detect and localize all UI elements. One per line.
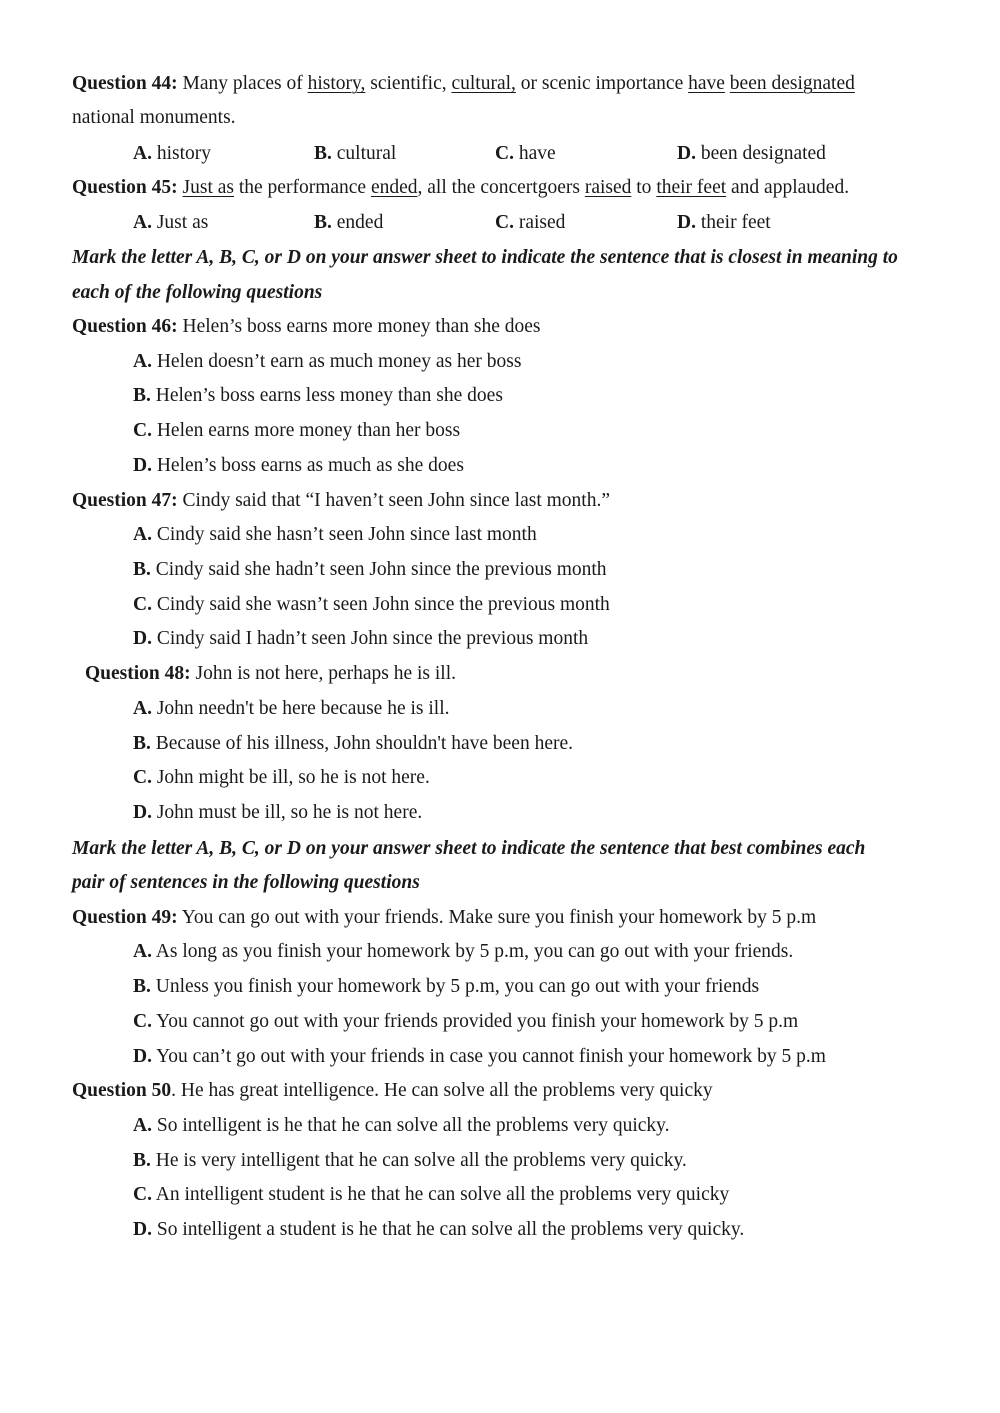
option-text: Cindy said she hadn’t seen John since the previous month — [150, 559, 607, 580]
option-text: You can’t go out with your friends in case you cannot finish your homework by 5 p.m — [151, 1046, 826, 1067]
option-c[interactable] — [495, 208, 565, 238]
question-49-label: Question 49: — [72, 907, 178, 928]
question-46-option-d[interactable] — [133, 451, 960, 481]
option-text: history — [151, 143, 212, 164]
question-45-options — [0, 208, 1000, 238]
question-46-text: Helen’s boss earns more money than she does — [177, 316, 541, 337]
option-text: Helen’s boss earns as much as she does — [151, 455, 464, 476]
question-44-text: or scenic importance — [515, 73, 689, 94]
option-text: Cindy said she hasn’t seen John since last month — [151, 524, 537, 545]
option-b[interactable] — [314, 139, 396, 169]
question-44-options — [0, 139, 1000, 169]
question-50-option-d[interactable] — [133, 1215, 960, 1245]
question-49-option-d[interactable] — [133, 1042, 960, 1072]
question-48-option-a[interactable] — [133, 694, 960, 724]
option-letter: D. — [133, 802, 152, 823]
question-48-stem — [85, 659, 940, 689]
underlined-have: have — [688, 73, 725, 94]
question-47-option-b[interactable] — [133, 555, 960, 585]
question-48-option-d[interactable] — [133, 798, 960, 828]
question-45-label: Question 45: — [72, 177, 178, 198]
option-text: Because of his illness, John shouldn't have been here. — [150, 733, 574, 754]
question-46-stem — [72, 312, 940, 342]
option-letter: B. — [133, 733, 151, 754]
option-text: You cannot go out with your friends provided you finish your homework by 5 p.m — [151, 1011, 799, 1032]
question-50-label: Question 50 — [72, 1080, 172, 1101]
option-text: Cindy said she wasn’t seen John since the previous month — [151, 594, 610, 615]
question-49-option-a[interactable] — [133, 937, 960, 967]
option-text: Cindy said I hadn’t seen John since the previous month — [151, 628, 589, 649]
question-46-option-c[interactable] — [133, 416, 960, 446]
option-text: As long as you finish your homework by 5 p.m, you can go out with your friends. — [151, 941, 794, 962]
option-text: raised — [513, 212, 566, 233]
option-text: So intelligent is he that he can solve all the problems very quicky. — [151, 1115, 670, 1136]
option-letter: B. — [133, 385, 151, 406]
underlined-cultural: cultural, — [451, 73, 516, 94]
question-48-label: Question 48: — [85, 663, 191, 684]
option-a[interactable] — [133, 139, 211, 169]
instruction-closest-meaning: Mark the letter A, B, C, or D on your answer sheet to indicate the sentence that is closest in meaning to — [72, 247, 898, 268]
question-46-option-b[interactable] — [133, 381, 960, 411]
option-text: have — [513, 143, 556, 164]
option-letter: A. — [133, 143, 152, 164]
question-44-text: scientific, — [365, 73, 452, 94]
question-50-option-a[interactable] — [133, 1111, 960, 1141]
question-48-option-c[interactable] — [133, 763, 960, 793]
question-50-option-b[interactable] — [133, 1146, 960, 1176]
option-a[interactable] — [133, 208, 208, 238]
option-letter: D. — [677, 212, 696, 233]
question-47-option-c[interactable] — [133, 590, 960, 620]
option-letter: C. — [133, 767, 152, 788]
question-47-option-a[interactable] — [133, 520, 960, 550]
underlined-ended: ended — [370, 177, 418, 198]
question-45-stem — [72, 173, 940, 203]
option-letter: B. — [314, 143, 332, 164]
option-text: Just as — [151, 212, 209, 233]
question-49-text: You can go out with your friends. Make sure you finish your homework by 5 p.m — [177, 907, 817, 928]
option-text: An intelligent student is he that he can solve all the problems very quicky — [151, 1184, 730, 1205]
option-letter: A. — [133, 698, 152, 719]
underlined-just-as: Just as — [182, 177, 234, 198]
question-50-stem — [72, 1076, 940, 1106]
underlined-raised: raised — [584, 177, 632, 198]
question-50-text: . He has great intelligence. He can solve all the problems very quicky — [171, 1080, 713, 1101]
question-46-option-a[interactable] — [133, 347, 960, 377]
option-text: been designated — [695, 143, 826, 164]
option-c[interactable] — [495, 139, 556, 169]
option-letter: C. — [133, 1011, 152, 1032]
question-44-label: Question 44: — [72, 73, 178, 94]
option-letter: B. — [314, 212, 332, 233]
option-text: Helen earns more money than her boss — [151, 420, 461, 441]
underlined-history: history, — [307, 73, 366, 94]
option-text: So intelligent a student is he that he can solve all the problems very quicky. — [151, 1219, 745, 1240]
option-letter: A. — [133, 212, 152, 233]
underlined-been-designated: been designated — [729, 73, 855, 94]
option-letter: D. — [133, 1046, 152, 1067]
option-text: cultural — [331, 143, 397, 164]
question-44-stem — [72, 69, 940, 99]
option-text: their feet — [695, 212, 771, 233]
option-letter: B. — [133, 559, 151, 580]
instruction-best-combines-continued: pair of sentences in the following questions — [72, 872, 420, 893]
option-text: ended — [331, 212, 384, 233]
question-47-text: Cindy said that “I haven’t seen John since last month.” — [177, 490, 610, 511]
question-49-option-c[interactable] — [133, 1007, 960, 1037]
option-text: Helen doesn’t earn as much money as her boss — [151, 351, 522, 372]
question-50-option-c[interactable] — [133, 1180, 960, 1210]
option-letter: C. — [133, 1184, 152, 1205]
option-text: John might be ill, so he is not here. — [151, 767, 430, 788]
option-letter: C. — [495, 143, 514, 164]
question-47-stem — [72, 486, 940, 516]
option-letter: A. — [133, 524, 152, 545]
option-letter: B. — [133, 1150, 151, 1171]
option-letter: B. — [133, 976, 151, 997]
option-d[interactable] — [677, 208, 771, 238]
instruction-closest-meaning-continued: each of the following questions — [72, 282, 323, 303]
option-text: Unless you finish your homework by 5 p.m, you can go out with your friends — [150, 976, 760, 997]
question-48-text: John is not here, perhaps he is ill. — [190, 663, 457, 684]
option-letter: D. — [677, 143, 696, 164]
option-b[interactable] — [314, 208, 383, 238]
option-d[interactable] — [677, 139, 826, 169]
question-49-option-b[interactable] — [133, 972, 960, 1002]
option-letter: C. — [495, 212, 514, 233]
question-44-stem-continued: national monuments. — [72, 107, 236, 128]
option-letter: D. — [133, 628, 152, 649]
option-letter: C. — [133, 420, 152, 441]
question-48-option-b[interactable] — [133, 729, 960, 759]
option-letter: A. — [133, 941, 152, 962]
question-45-text: , all the concertgoers — [417, 177, 585, 198]
question-44-text: Many places of — [177, 73, 308, 94]
option-letter: C. — [133, 594, 152, 615]
option-letter: D. — [133, 455, 152, 476]
option-text: He is very intelligent that he can solve all the problems very quicky. — [150, 1150, 687, 1171]
question-45-text: to — [631, 177, 657, 198]
question-47-label: Question 47: — [72, 490, 178, 511]
option-text: John must be ill, so he is not here. — [151, 802, 423, 823]
option-text: Helen’s boss earns less money than she does — [150, 385, 503, 406]
question-45-text: the performance — [233, 177, 371, 198]
option-text: John needn't be here because he is ill. — [151, 698, 450, 719]
question-49-stem — [72, 903, 940, 933]
underlined-their-feet: their feet — [656, 177, 727, 198]
option-letter: A. — [133, 351, 152, 372]
question-45-text: and applauded. — [726, 177, 850, 198]
instruction-best-combines: Mark the letter A, B, C, or D on your answer sheet to indicate the sentence that best combines each — [72, 838, 866, 859]
option-letter: D. — [133, 1219, 152, 1240]
option-letter: A. — [133, 1115, 152, 1136]
question-47-option-d[interactable] — [133, 624, 960, 654]
question-46-label: Question 46: — [72, 316, 178, 337]
